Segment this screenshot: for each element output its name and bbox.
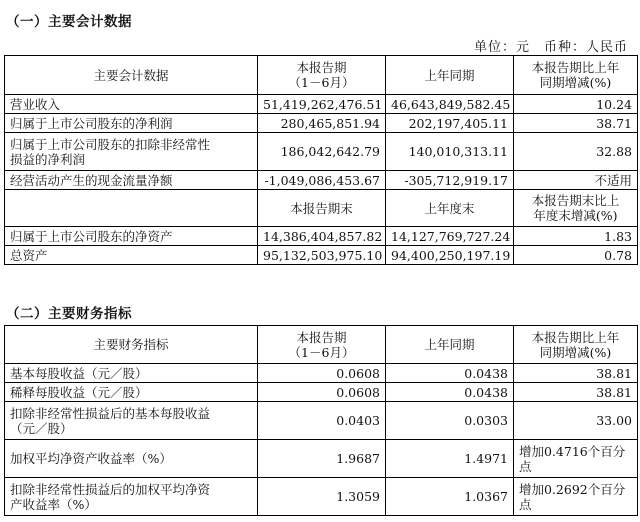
header-cell: 上年度末	[386, 190, 514, 227]
unit-currency-note: 单位：元 币种：人民币	[473, 40, 628, 55]
table-row	[5, 95, 638, 114]
change-cell: 1.83	[514, 227, 638, 246]
value-cell: 0.0438	[386, 383, 514, 402]
value-cell: 1.3059	[258, 478, 386, 516]
section-title-financial-indicators: （二）主要财务指标	[6, 306, 132, 322]
change-cell: 10.24	[514, 95, 638, 114]
change-cell: 38.71	[514, 114, 638, 133]
change-cell: 33.00	[514, 402, 638, 440]
value-cell: 280,465,851.94	[258, 114, 386, 133]
value-cell: 0.0438	[386, 364, 514, 383]
section-title-accounting-data: （一）主要会计数据	[6, 14, 132, 30]
change-cell: 增加0.2692个百分 点	[514, 478, 638, 516]
row-label: 扣除非经常性损益后的基本每股收益 （元／股）	[5, 402, 258, 440]
accounting-data-table	[4, 55, 638, 265]
row-label: 稀释每股收益（元／股）	[5, 383, 258, 402]
change-cell: 不适用	[514, 171, 638, 190]
value-cell: 51,419,262,476.51	[258, 95, 386, 114]
row-label: 加权平均净资产收益率（%）	[5, 440, 258, 478]
change-cell: 32.88	[514, 133, 638, 171]
table-row	[5, 383, 638, 402]
value-cell: 0.0608	[258, 364, 386, 383]
value-cell: 202,197,405.11	[386, 114, 514, 133]
value-cell: 0.0403	[258, 402, 386, 440]
value-cell: -1,049,086,453.67	[258, 171, 386, 190]
table-header-row	[5, 56, 638, 95]
row-label: 营业收入	[5, 95, 258, 114]
value-cell: 1.4971	[386, 440, 514, 478]
value-cell: 95,132,503,975.10	[258, 246, 386, 265]
value-cell: 14,127,769,727.24	[386, 227, 514, 246]
table-row	[5, 133, 638, 171]
header-cell: 本报告期比上年 同期增减(%)	[514, 326, 638, 364]
header-cell: 本报告期 （1－6月）	[258, 326, 386, 364]
value-cell: -305,712,919.17	[386, 171, 514, 190]
header-cell: 主要会计数据	[5, 56, 258, 95]
value-cell: 1.9687	[258, 440, 386, 478]
change-cell: 38.81	[514, 383, 638, 402]
header-cell	[5, 190, 258, 227]
value-cell: 14,386,404,857.82	[258, 227, 386, 246]
value-cell: 186,042,642.79	[258, 133, 386, 171]
change-cell: 38.81	[514, 364, 638, 383]
table-row	[5, 114, 638, 133]
row-label: 总资产	[5, 246, 258, 265]
row-label: 归属于上市公司股东的净资产	[5, 227, 258, 246]
value-cell: 0.0303	[386, 402, 514, 440]
header-cell: 本报告期 （1－6月）	[258, 56, 386, 95]
table-row	[5, 364, 638, 383]
row-label: 归属于上市公司股东的扣除非经常性 损益的净利润	[5, 133, 258, 171]
value-cell: 94,400,250,197.19	[386, 246, 514, 265]
header-cell: 本报告期比上年 同期增减(%)	[514, 56, 638, 95]
header-cell: 上年同期	[386, 56, 514, 95]
table-row	[5, 246, 638, 265]
change-cell: 0.78	[514, 246, 638, 265]
value-cell: 1.0367	[386, 478, 514, 516]
row-label: 基本每股收益（元／股）	[5, 364, 258, 383]
header-cell: 主要财务指标	[5, 326, 258, 364]
value-cell: 46,643,849,582.45	[386, 95, 514, 114]
header-cell: 上年同期	[386, 326, 514, 364]
financial-indicators-table	[4, 325, 638, 516]
row-label: 经营活动产生的现金流量净额	[5, 171, 258, 190]
header-cell: 本报告期末比上 年度末增减(%)	[514, 190, 638, 227]
value-cell: 140,010,313.11	[386, 133, 514, 171]
table-subheader-row	[5, 190, 638, 227]
table-row	[5, 478, 638, 516]
table-row	[5, 402, 638, 440]
table-row	[5, 227, 638, 246]
value-cell: 0.0608	[258, 383, 386, 402]
row-label: 归属于上市公司股东的净利润	[5, 114, 258, 133]
table-row	[5, 171, 638, 190]
change-cell: 增加0.4716个百分 点	[514, 440, 638, 478]
table-header-row	[5, 326, 638, 364]
row-label: 扣除非经常性损益后的加权平均净资 产收益率（%）	[5, 478, 258, 516]
table-row	[5, 440, 638, 478]
header-cell: 本报告期末	[258, 190, 386, 227]
